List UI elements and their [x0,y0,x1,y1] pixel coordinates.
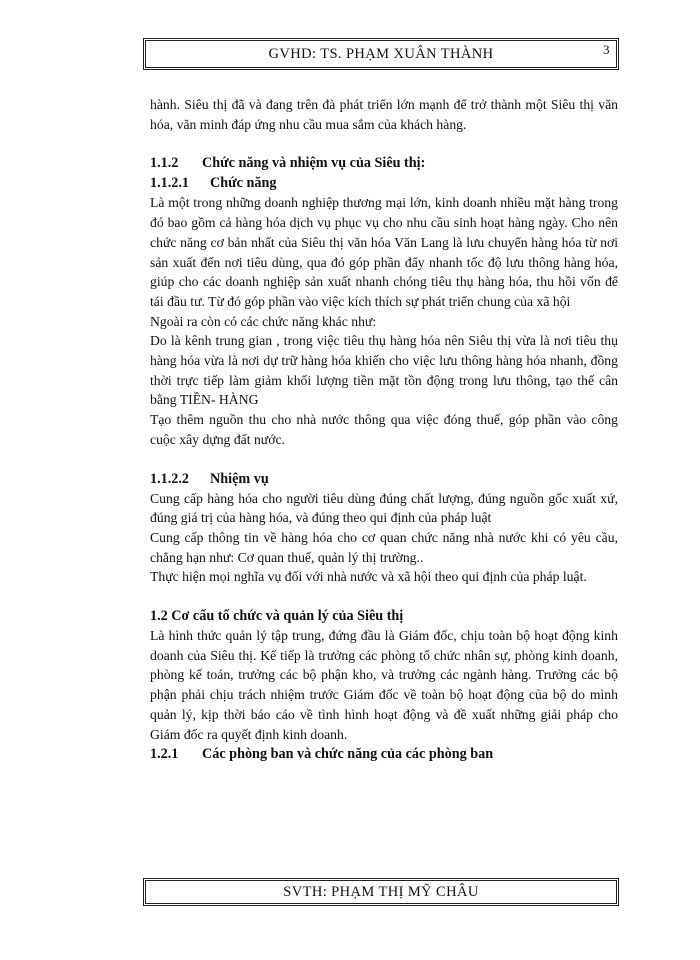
section-number: 1.2.1 [150,746,179,763]
section-title: Các phòng ban và chức năng của các phòng ban [202,746,494,763]
section-number: 1.1.2 [150,155,179,172]
section-title: Nhiệm vụ [210,470,269,487]
duty-paragraph-2: Cung cấp thông tin về hàng hóa cho cơ quan chức năng nhà nước khi có yêu cầu, chẳng hạn như: Cơ quan thuế, quản lý thị trường.. [150,529,618,565]
intermediary-paragraph: Do là kênh trung gian , trong việc tiêu thụ hàng hóa nên Siêu thị vừa là nơi tiêu thụ hàng hóa vừa là nơi dự trữ hàng hóa khiến cho việc lưu thông hàng hóa nhanh, đồng thời trực tiếp làm giảm khối lượng tiền mặt tồn động trong lưu thông, tạo thế cân bằng TIỀN- HÀNG [150,333,618,408]
page-number: 3 [603,42,610,57]
section-heading-1-1-2 [150,153,618,173]
page-header [143,38,619,70]
function-paragraph: Là một trong những doanh nghiệp thương mại lớn, kinh doanh nhiều mặt hàng trong đó bao gồm cả hàng hóa dịch vụ phục vụ cho nhu cầu sinh hoạt hàng ngày. Cho nên chức năng cơ bản nhất của Siêu thị văn hóa Văn Lang là lưu chuyển hàng hóa từ nơi sản xuất đến nơi tiêu dùng, qua đó góp phần đẩy nhanh tốc độ lưu thông hàng hóa, giúp cho các doanh nghiệp sản xuất nhanh chóng tiêu thụ hàng hóa, thu hồi vốn để tái đầu tư. Từ đó góp phần vào việc kích thích sự phát triển chung của xã hội [150,195,618,309]
document-body [150,95,618,764]
duty-paragraph-3: Thực hiện mọi nghĩa vụ đối với nhà nước và xã hội theo qui định của pháp luật. [150,569,587,585]
section-number: 1.1.2.2 [150,470,190,487]
footer-text: SVTH: PHẠM THỊ MỸ CHÂU [283,884,479,900]
section-number: 1.1.2.1 [150,175,190,192]
section-title: Chức năng [210,175,277,192]
intro-paragraph: hành. Siêu thị đã và đang trên đà phát triển lớn mạnh để trở thành một Siêu thị văn hóa, văn minh đáp ứng nhu cầu mua sắm của khách hàng. [150,97,618,132]
header-title: GVHD: TS. PHẠM XUÂN THÀNH [268,46,494,62]
section-heading-1-2: 1.2 Cơ cấu tổ chức và quản lý của Siêu thị [150,608,404,625]
organization-paragraph: Là hình thức quản lý tập trung, đứng đầu là Giám đốc, chịu toàn bộ hoạt động kinh doanh của Siêu thị. Kế tiếp là trưởng các phòng tổ chức nhân sự, phòng kinh doanh, phòng kế toán, trưởng các bộ phận kho, và trưởng các ngành hàng. Trưởng các bộ phận phải chịu trách nhiệm trước Giám đốc về toàn bộ hoạt động của bộ do mình quản lý, kịp thời báo cáo về tình hình hoạt động và đề xuất những giải pháp cho Giám đốc ra quyết định kinh doanh. [150,628,618,742]
section-heading-1-1-2-1 [150,173,618,193]
duty-paragraph-1: Cung cấp hàng hóa cho người tiêu dùng đúng chất lượng, đúng nguồn gốc xuất xứ, đúng giá trị của hàng hóa, và đúng theo qui định của pháp luật [150,490,618,526]
section-heading-1-2-1 [150,744,618,764]
section-heading-1-1-2-2 [150,469,618,489]
other-functions-intro: Ngoài ra còn có các chức năng khác như: [150,313,377,329]
tax-paragraph: Tạo thêm nguồn thu cho nhà nước thông qua việc đóng thuế, góp phần vào công cuộc xây dựng đất nước. [150,412,618,447]
page-footer [143,878,619,906]
section-title: Chức năng và nhiệm vụ của Siêu thị: [202,155,426,172]
